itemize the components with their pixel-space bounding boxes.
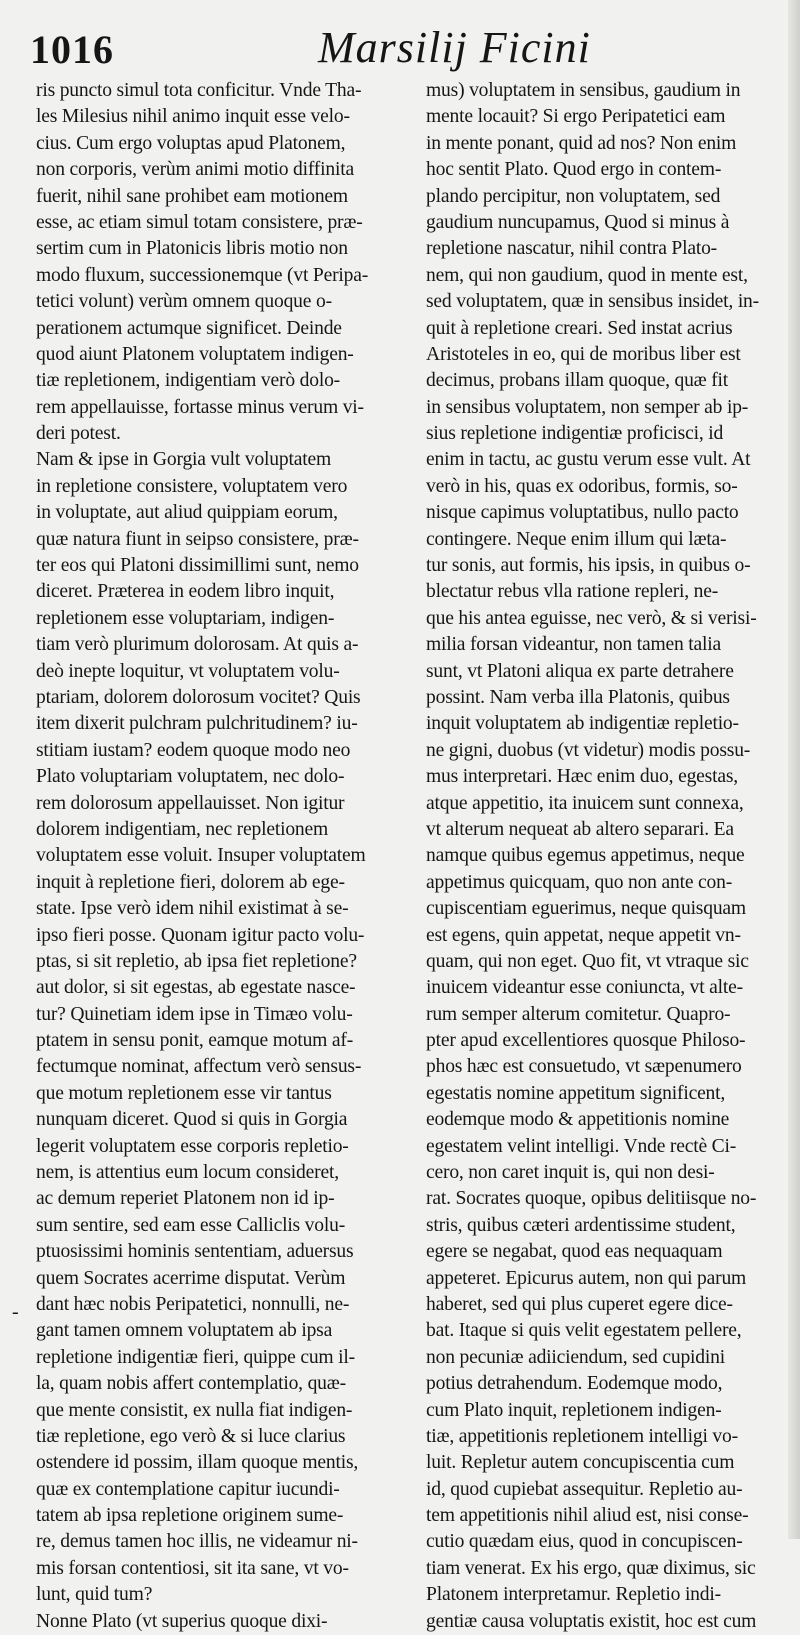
text-line: dolorem indigentiam, nec repletionem: [36, 818, 329, 840]
text-line: appetimus quicquam, quo non ante con-: [426, 871, 733, 893]
text-line: sunt, vt Platoni aliqua ex parte detrahere: [426, 660, 734, 682]
text-line: plando percipitur, non voluptatem, sed: [426, 185, 721, 207]
text-line: repletione indigentiæ fieri, quippe cum il-: [36, 1346, 355, 1368]
text-line: deri potest.: [36, 423, 121, 445]
text-line: item dixerit pulchram pulchritudinem? iu-: [36, 713, 358, 735]
text-line: quam, qui non eget. Quo fit, vt vtraque sic: [426, 950, 749, 972]
text-line: que mente consistit, ex nulla fiat indigen-: [36, 1399, 353, 1421]
text-line: state. Ipse verò idem nihil existimat à se-: [36, 898, 349, 920]
text-line: inquit à repletione fieri, dolorem ab ege-: [36, 871, 345, 893]
text-line: non corporis, verùm animi motio diffinita: [36, 159, 354, 181]
text-line: hoc sentit Plato. Quod ergo in contem-: [426, 159, 722, 181]
text-line: namque quibus egemus appetimus, neque: [426, 845, 745, 867]
text-line: nunquam diceret. Quod si quis in Gorgia: [36, 1109, 348, 1131]
running-title: Marsilij Ficini: [318, 23, 591, 72]
text-line: tiam verò plurimum dolorosam. At quis a-: [36, 634, 359, 656]
text-line: quod aiunt Platonem voluptatem indigen-: [36, 343, 354, 365]
text-line: sum sentire, sed eam esse Calliclis volu-: [36, 1214, 346, 1236]
text-line: milia forsan videantur, non tamen talia: [426, 634, 722, 656]
text-line: quæ natura fiunt in seipso consistere, præ-: [36, 528, 359, 550]
margin-mark: -: [12, 1301, 19, 1323]
text-line: tiæ repletione, ego verò & si luce clarius: [36, 1425, 346, 1447]
text-line: re, demus tamen hoc illis, ne videamur ni-: [36, 1531, 358, 1553]
text-line: mis forsan contentiosi, sit ita sane, vt vo-: [36, 1557, 349, 1579]
text-line: quæ ex contemplatione capitur iucundi-: [36, 1478, 340, 1500]
text-line: dant hæc nobis Peripatetici, nonnulli, ne-: [36, 1293, 350, 1315]
text-line: quem Socrates acerrime disputat. Verùm: [36, 1267, 346, 1289]
text-line: stris, quibus cæteri ardentissime student,: [426, 1214, 736, 1236]
text-line: ac demum reperiet Platonem non id ip-: [36, 1188, 335, 1210]
text-line: fectumque nominat, affectum verò sensus-: [36, 1056, 362, 1078]
text-line: sed voluptatem, quæ in sensibus insidet, in-: [426, 291, 759, 313]
text-line: Nam & ipse in Gorgia vult voluptatem: [36, 449, 332, 471]
text-line: lunt, quid tum?: [36, 1584, 153, 1606]
text-line: Platonem interpretamur. Repletio indi-: [426, 1584, 721, 1606]
text-line: rem appellauisse, fortasse minus verum vi-: [36, 396, 364, 418]
text-line: mus interpretari. Hæc enim duo, egestas,: [426, 766, 738, 788]
text-line: bat. Itaque si quis velit egestatem pellere,: [426, 1320, 742, 1342]
text-line: ter eos qui Platoni dissimillimi sunt, nemo: [36, 555, 359, 577]
text-line: rat. Socrates quoque, opibus delitiisque no-: [426, 1188, 757, 1210]
text-line: stitiam iustam? eodem quoque modo neo: [36, 739, 351, 761]
text-line: diceret. Præterea in eodem libro inquit,: [36, 581, 335, 603]
text-line: les Milesius nihil animo inquit esse velo-: [36, 106, 350, 128]
text-line: sertim cum in Platonicis libris motio non: [36, 238, 348, 260]
text-line: egestatem velint intelligi. Vnde rectè Ci-: [426, 1135, 737, 1157]
text-line: est egens, quin appetat, neque appetit vn-: [426, 924, 741, 946]
text-line: non pecuniæ adiiciendum, sed cupidini: [426, 1346, 725, 1368]
text-line: tetici volunt) verùm omnem quoque o-: [36, 291, 332, 313]
text-line: Aristoteles in eo, qui de moribus liber est: [426, 343, 741, 365]
text-line: in voluptate, aut aliud quippiam eorum,: [36, 502, 338, 524]
text-line: potius detrahendum. Eodemque modo,: [426, 1373, 723, 1395]
text-line: appeteret. Epicurus autem, non qui parum: [426, 1267, 747, 1289]
text-line: nisque capimus voluptatibus, nullo pacto: [426, 502, 739, 524]
page-edge: [788, 0, 800, 1539]
text-line: cupiscentiam eguerimus, neque quisquam: [426, 898, 746, 920]
text-line: tiam venerat. Ex his ergo, quæ diximus, sic: [426, 1557, 756, 1579]
text-line: deò inepte loquitur, vt voluptatem volu-: [36, 660, 340, 682]
text-line: gaudium nuncupamus, Quod si minus à: [426, 211, 730, 233]
text-line: fuerit, nihil sane prohibet eam motionem: [36, 185, 348, 207]
text-line: ptas, si sit repletio, ab ipsa fiet repletione?: [36, 950, 357, 972]
text-line: aut dolor, si sit egestas, ab egestate nasce-: [36, 977, 356, 999]
text-line: tiæ, appetitionis repletionem intelligi vo-: [426, 1425, 738, 1447]
text-line: haberet, sed qui plus cuperet egere dice-: [426, 1293, 733, 1315]
text-line: legerit voluptatem esse corporis repletio-: [36, 1135, 349, 1157]
page-header: [30, 18, 770, 78]
text-line: repletione nascatur, nihil contra Plato-: [426, 238, 718, 260]
text-line: eodemque modo & appetitionis nomine: [426, 1109, 730, 1131]
text-line: tatem ab ipsa repletione originem sume-: [36, 1505, 344, 1527]
text-line: gentiæ causa voluptatis existit, hoc est cum: [426, 1610, 757, 1632]
text-line: verò in his, quas ex odoribus, formis, so-: [426, 475, 738, 497]
text-line: atque appetitio, ita inuicem sunt connexa,: [426, 792, 744, 814]
text-line: mus) voluptatem in sensibus, gaudium in: [426, 80, 741, 101]
page-number: 1016: [30, 27, 114, 72]
text-line: blectatur rebus vlla ratione repleri, ne-: [426, 581, 719, 603]
text-line: id, quod cupiebat assequitur. Repletio au-: [426, 1478, 743, 1500]
right-text-column: [426, 78, 770, 1632]
text-line: quit à repletione creari. Sed instat acrius: [426, 317, 733, 339]
text-line: enim in tactu, ac gustu verum esse vult. At: [426, 449, 751, 471]
text-line: cum Plato inquit, repletionem indigen-: [426, 1399, 722, 1421]
text-line: ptariam, dolorem dolorosum vocitet? Quis: [36, 686, 361, 708]
text-line: contingere. Neque enim illum qui læta-: [426, 528, 727, 550]
text-line: ostendere id possim, illam quoque mentis,: [36, 1452, 359, 1474]
text-line: Nonne Plato (vt superius quoque dixi-: [36, 1610, 328, 1632]
text-line: in sensibus voluptatem, non semper ab ip-: [426, 396, 749, 418]
text-line: voluptatem esse voluit. Insuper voluptatem: [36, 845, 366, 867]
text-line: esse, ac etiam simul totam consistere, præ-: [36, 211, 363, 233]
text-line: phos hæc est consuetudo, vt sæpenumero: [426, 1056, 742, 1078]
text-line: egere se negabat, quod eas nequaquam: [426, 1241, 723, 1263]
text-line: ipso fieri posse. Quonam igitur pacto volu-: [36, 924, 365, 946]
text-line: luit. Repletur autem concupiscentia cum: [426, 1452, 735, 1474]
text-line: inuicem videantur esse coniuncta, vt alte-: [426, 977, 743, 999]
text-line: ptatem in sensu ponit, eamque motum af-: [36, 1030, 354, 1052]
text-line: rem dolorosum appellauisset. Non igitur: [36, 792, 345, 814]
text-line: ne gigni, duobus (vt videtur) modis possu-: [426, 739, 751, 761]
text-line: ris puncto simul tota conficitur. Vnde Tha-: [36, 80, 362, 101]
text-line: gant tamen omnem voluptatem ab ipsa: [36, 1320, 333, 1342]
text-line: perationem actumque significet. Deinde: [36, 317, 342, 339]
text-line: Plato voluptariam voluptatem, nec dolo-: [36, 766, 345, 788]
text-line: rum semper alterum comitetur. Quapro-: [426, 1003, 731, 1025]
left-text-column: [36, 78, 410, 1632]
text-line: decimus, probans illam quoque, quæ fit: [426, 370, 729, 392]
text-line: cius. Cum ergo voluptas apud Platonem,: [36, 132, 346, 154]
text-line: tur? Quinetiam idem ipse in Timæo volu-: [36, 1003, 353, 1025]
text-line: ptuosissimi hominis sententiam, aduersus: [36, 1241, 354, 1263]
text-line: que his antea eguisse, nec verò, & si verisi-: [426, 607, 757, 629]
text-line: cero, non caret inquit is, qui non desi-: [426, 1162, 715, 1184]
text-line: vt alterum nequeat ab altero separari. Ea: [426, 818, 734, 840]
text-line: nem, is attentius eum locum consideret,: [36, 1162, 339, 1184]
text-line: cutio quædam eius, quod in concupiscen-: [426, 1531, 743, 1553]
text-line: possint. Nam verba illa Platonis, quibus: [426, 686, 730, 708]
text-line: modo fluxum, successionemque (vt Peripa-: [36, 264, 369, 286]
text-line: que motum repletionem esse vir tantus: [36, 1082, 332, 1104]
text-line: egestatis nomine appetitum significent,: [426, 1082, 726, 1104]
text-line: mente locauit? Si ergo Peripatetici eam: [426, 106, 726, 128]
text-line: la, quam nobis affert contemplatio, quæ-: [36, 1373, 346, 1395]
text-line: nem, qui non gaudium, quod in mente est,: [426, 264, 748, 286]
text-line: in repletione consistere, voluptatem vero: [36, 475, 348, 497]
text-line: tiæ repletionem, indigentiam verò dolo-: [36, 370, 340, 392]
text-line: tem appetitionis nihil aliud est, nisi conse-: [426, 1505, 749, 1527]
text-line: repletionem esse voluptariam, indigen-: [36, 607, 335, 629]
text-line: tur sonis, aut formis, his ipsis, in quibus o-: [426, 555, 751, 577]
text-line: sius repletione indigentiæ proficisci, id: [426, 423, 724, 445]
text-line: pter apud excellentiores quosque Philoso-: [426, 1030, 746, 1052]
text-line: inquit voluptatem ab indigentiæ repletio-: [426, 713, 739, 735]
text-line: in mente ponant, quid ad nos? Non enim: [426, 132, 737, 154]
